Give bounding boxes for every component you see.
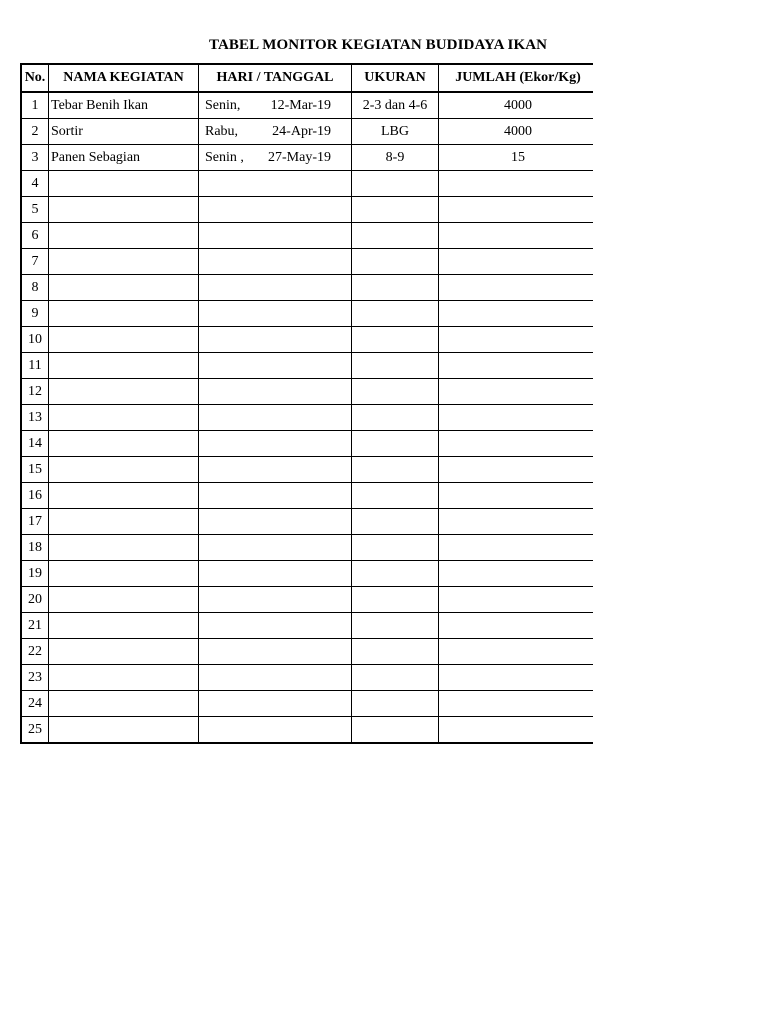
day-text: Rabu, [205,124,239,139]
size-cell [352,431,439,457]
activity-name-cell: Tebar Benih Ikan [49,92,199,119]
day-date-cell [199,613,352,639]
activity-name-cell [49,535,199,561]
table-row [21,171,593,197]
table-title: TABEL MONITOR KEGIATAN BUDIDAYA IKAN [209,37,548,53]
size-cell [352,483,439,509]
activity-name-cell [49,171,199,197]
table-row [21,665,593,691]
table-row [21,587,593,613]
day-date-cell [199,275,352,301]
activity-name-cell [49,327,199,353]
activity-name-cell: Sortir [49,119,199,145]
header-size: UKURAN [352,64,439,92]
activity-name-cell [49,405,199,431]
quantity-cell [439,301,594,327]
row-number: 11 [21,353,49,379]
row-number: 6 [21,223,49,249]
day-date-cell [199,587,352,613]
quantity-cell [439,405,594,431]
quantity-cell [439,171,594,197]
date-text: 24-Apr-19 [272,124,331,139]
quantity-cell: 15 [439,145,594,171]
activity-name-cell [49,431,199,457]
size-cell [352,535,439,561]
quantity-cell: 4000 [439,92,594,119]
quantity-cell [439,327,594,353]
quantity-cell [439,613,594,639]
size-cell: 8-9 [352,145,439,171]
row-number: 20 [21,587,49,613]
row-number: 7 [21,249,49,275]
activity-name-cell [49,353,199,379]
row-number: 18 [21,535,49,561]
row-number: 25 [21,717,49,744]
size-cell [352,639,439,665]
table-row [21,561,593,587]
day-date-cell [199,92,352,119]
size-cell: 2-3 dan 4-6 [352,92,439,119]
day-text: Senin , [205,150,244,165]
quantity-cell [439,223,594,249]
row-number: 21 [21,613,49,639]
table-row [21,197,593,223]
table-body [21,92,593,743]
size-cell [352,353,439,379]
row-number: 12 [21,379,49,405]
table-row [21,405,593,431]
day-date-cell [199,223,352,249]
quantity-cell [439,665,594,691]
day-date-cell [199,353,352,379]
quantity-cell [439,457,594,483]
quantity-cell [439,639,594,665]
table-row [21,301,593,327]
size-cell [352,249,439,275]
header-row [21,64,593,92]
size-cell [352,509,439,535]
day-date-cell [199,145,352,171]
day-date-cell [199,327,352,353]
row-number: 5 [21,197,49,223]
quantity-cell [439,483,594,509]
day-date-cell [199,197,352,223]
size-cell [352,379,439,405]
activity-name-cell [49,639,199,665]
size-cell [352,275,439,301]
row-number: 19 [21,561,49,587]
activity-name-cell [49,223,199,249]
row-number: 2 [21,119,49,145]
size-cell [352,561,439,587]
size-cell [352,223,439,249]
activity-name-cell [49,717,199,744]
table-row [21,145,593,171]
day-date-cell [199,457,352,483]
quantity-cell [439,353,594,379]
table-row [21,119,593,145]
row-number: 10 [21,327,49,353]
date-text: 27-May-19 [268,150,331,165]
activity-name-cell [49,587,199,613]
day-date-cell [199,509,352,535]
quantity-cell [439,431,594,457]
activity-name-cell [49,613,199,639]
date-text: 12-Mar-19 [270,98,331,113]
size-cell [352,405,439,431]
activity-name-cell [49,665,199,691]
row-number: 16 [21,483,49,509]
row-number: 22 [21,639,49,665]
quantity-cell [439,509,594,535]
table-row [21,327,593,353]
row-number: 14 [21,431,49,457]
activity-name-cell: Panen Sebagian [49,145,199,171]
table-row [21,431,593,457]
table-row [21,535,593,561]
activity-name-cell [49,275,199,301]
activity-name-cell [49,249,199,275]
row-number: 1 [21,92,49,119]
size-cell [352,587,439,613]
header-day-date: HARI / TANGGAL [199,64,352,92]
size-cell: LBG [352,119,439,145]
row-number: 17 [21,509,49,535]
header-quantity: JUMLAH (Ekor/Kg) [439,64,594,92]
header-no: No. [21,64,49,92]
day-date-cell [199,483,352,509]
row-number: 4 [21,171,49,197]
activity-name-cell [49,301,199,327]
day-date-cell [199,171,352,197]
day-date-cell [199,561,352,587]
size-cell [352,171,439,197]
day-date-cell [199,405,352,431]
day-date-cell [199,665,352,691]
table-row [21,613,593,639]
table-row [21,275,593,301]
table-row [21,717,593,744]
day-date-cell [199,639,352,665]
row-number: 13 [21,405,49,431]
row-number: 9 [21,301,49,327]
day-text: Senin, [205,98,241,113]
quantity-cell [439,249,594,275]
table-row [21,249,593,275]
header-activity-name: NAMA KEGIATAN [49,64,199,92]
size-cell [352,717,439,744]
day-date-cell [199,535,352,561]
quantity-cell [439,561,594,587]
row-number: 8 [21,275,49,301]
day-date-cell [199,249,352,275]
size-cell [352,301,439,327]
day-date-cell [199,379,352,405]
row-number: 3 [21,145,49,171]
row-number: 24 [21,691,49,717]
table-row [21,483,593,509]
quantity-cell [439,717,594,744]
activity-table [20,63,593,744]
activity-name-cell [49,483,199,509]
size-cell [352,665,439,691]
size-cell [352,613,439,639]
activity-name-cell [49,379,199,405]
quantity-cell [439,197,594,223]
table-row [21,457,593,483]
row-number: 15 [21,457,49,483]
activity-name-cell [49,197,199,223]
quantity-cell [439,379,594,405]
table-row [21,223,593,249]
table-row [21,353,593,379]
size-cell [352,197,439,223]
quantity-cell [439,275,594,301]
activity-name-cell [49,691,199,717]
day-date-cell [199,119,352,145]
activity-name-cell [49,457,199,483]
table-row [21,691,593,717]
table-row [21,92,593,119]
table-row [21,379,593,405]
quantity-cell [439,691,594,717]
day-date-cell [199,691,352,717]
quantity-cell [439,587,594,613]
quantity-cell [439,535,594,561]
table-row [21,509,593,535]
day-date-cell [199,717,352,744]
day-date-cell [199,301,352,327]
size-cell [352,457,439,483]
quantity-cell: 4000 [439,119,594,145]
size-cell [352,327,439,353]
activity-name-cell [49,561,199,587]
table-row [21,639,593,665]
row-number: 23 [21,665,49,691]
size-cell [352,691,439,717]
activity-name-cell [49,509,199,535]
day-date-cell [199,431,352,457]
